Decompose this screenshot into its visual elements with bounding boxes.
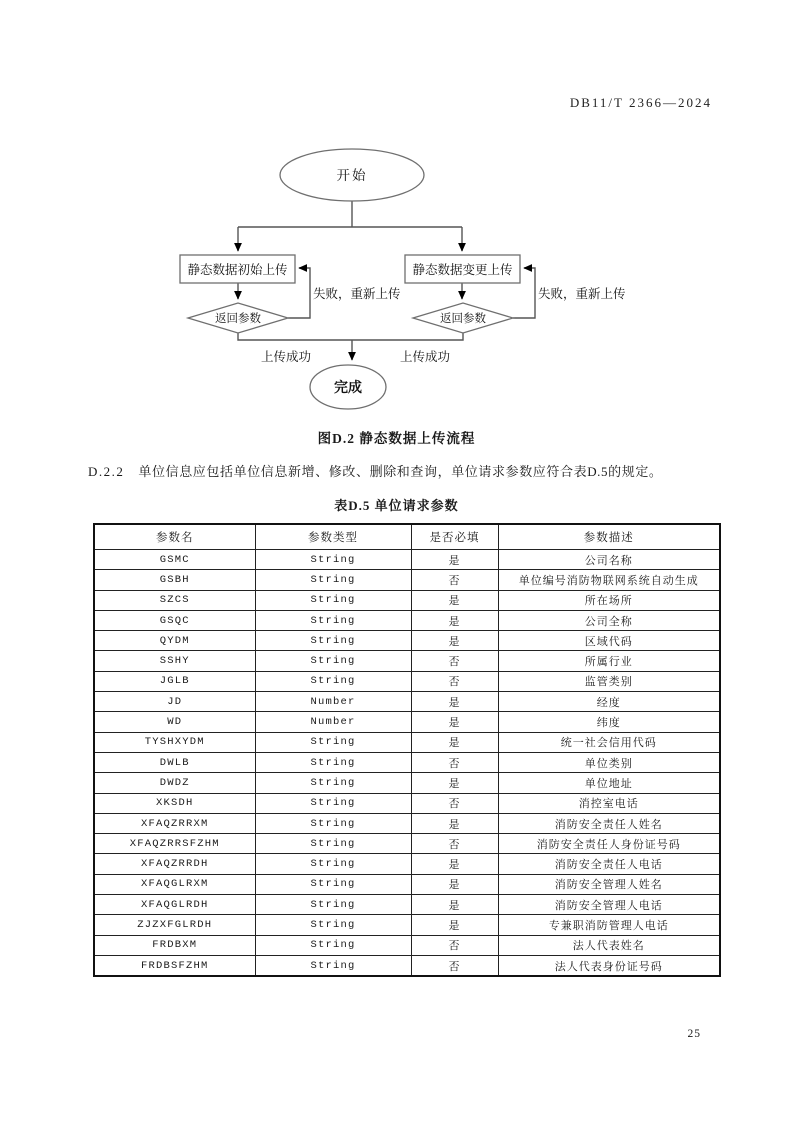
table-cell: String [255, 773, 411, 793]
upload-success-label-left: 上传成功 [260, 350, 312, 364]
table-cell: String [255, 813, 411, 833]
clause-text: 单位信息应包括单位信息新增、修改、删除和查询，单位请求参数应符合表D.5的规定。 [138, 464, 663, 479]
table-cell: 监管类别 [498, 671, 720, 691]
table-row [94, 692, 720, 712]
table-cell: 是 [411, 813, 498, 833]
table-cell: String [255, 752, 411, 772]
table-cell: String [255, 834, 411, 854]
table-cell: XFAQZRRSFZHM [94, 834, 255, 854]
table-row [94, 631, 720, 651]
table-row [94, 712, 720, 732]
table-row [94, 550, 720, 570]
table-row [94, 732, 720, 752]
table-cell: 是 [411, 874, 498, 894]
table-cell: 公司全称 [498, 610, 720, 630]
figure-caption: 图D.2 静态数据上传流程 [317, 431, 476, 446]
table-row [94, 813, 720, 833]
table-cell: String [255, 854, 411, 874]
start-label: 开始 [336, 168, 368, 183]
left-return-label: 返回参数 [215, 313, 261, 325]
table-cell: 单位编号消防物联网系统自动生成 [498, 570, 720, 590]
table-cell: DWLB [94, 752, 255, 772]
table-cell: 是 [411, 631, 498, 651]
table-row [94, 590, 720, 610]
table-row [94, 610, 720, 630]
table-cell: String [255, 671, 411, 691]
table-cell: 统一社会信用代码 [498, 732, 720, 752]
change-upload-label: 静态数据变更上传 [412, 263, 513, 277]
table-cell: 法人代表姓名 [498, 935, 720, 955]
initial-upload-label: 静态数据初始上传 [187, 263, 288, 277]
split-line [238, 201, 462, 227]
table-cell: JD [94, 692, 255, 712]
table-cell: 经度 [498, 692, 720, 712]
fail-retry-label-left: 失败，重新上传 [313, 287, 401, 301]
table-cell: 是 [411, 732, 498, 752]
table-header-cell: 参数类型 [255, 524, 411, 550]
table-header-row [94, 524, 720, 550]
table-cell: 专兼职消防管理人电话 [498, 915, 720, 935]
fail-retry-label-right: 失败，重新上传 [538, 287, 626, 301]
table-cell: 否 [411, 935, 498, 955]
table-cell: 否 [411, 651, 498, 671]
table-row [94, 955, 720, 976]
flow-connectors [238, 201, 535, 360]
table-cell: 否 [411, 671, 498, 691]
table-cell: String [255, 732, 411, 752]
table-cell: WD [94, 712, 255, 732]
table-cell: XFAQGLRDH [94, 895, 255, 915]
table-cell: String [255, 631, 411, 651]
table-cell: String [255, 915, 411, 935]
table-cell: 消防安全管理人姓名 [498, 874, 720, 894]
table-cell: ZJZXFGLRDH [94, 915, 255, 935]
table-cell: String [255, 793, 411, 813]
table-cell: JGLB [94, 671, 255, 691]
table-cell: String [255, 550, 411, 570]
table-cell: 是 [411, 590, 498, 610]
table-row [94, 915, 720, 935]
table-cell: 是 [411, 915, 498, 935]
table-cell: 消防安全责任人姓名 [498, 813, 720, 833]
left-retry-loop [288, 268, 310, 318]
table-cell: 区域代码 [498, 631, 720, 651]
table-cell: String [255, 955, 411, 976]
table-cell: TYSHXYDM [94, 732, 255, 752]
table-row [94, 935, 720, 955]
table-caption: 表D.5 单位请求参数 [334, 498, 459, 513]
table-cell: 是 [411, 550, 498, 570]
table-row [94, 570, 720, 590]
table-cell: String [255, 590, 411, 610]
table-row [94, 895, 720, 915]
table-cell: XFAQZRRXM [94, 813, 255, 833]
table-cell: 是 [411, 692, 498, 712]
table-cell: 消防安全管理人电话 [498, 895, 720, 915]
table-cell: FRDBSFZHM [94, 955, 255, 976]
table-cell: 公司名称 [498, 550, 720, 570]
table-cell: 是 [411, 773, 498, 793]
table-row [94, 874, 720, 894]
table-cell: DWDZ [94, 773, 255, 793]
right-retry-loop [513, 268, 535, 318]
table-cell: 否 [411, 793, 498, 813]
converge-line [238, 333, 463, 340]
table-cell: 消防安全责任人身份证号码 [498, 834, 720, 854]
table-cell: 消防安全责任人电话 [498, 854, 720, 874]
right-return-label: 返回参数 [440, 313, 486, 325]
table-row [94, 834, 720, 854]
table-cell: String [255, 651, 411, 671]
table-cell: Number [255, 712, 411, 732]
table-cell: FRDBXM [94, 935, 255, 955]
table-cell: String [255, 570, 411, 590]
table-row [94, 671, 720, 691]
table-cell: 单位地址 [498, 773, 720, 793]
table-cell: Number [255, 692, 411, 712]
table-cell: 否 [411, 834, 498, 854]
end-label: 完成 [334, 381, 362, 396]
static-data-upload-flowchart [0, 140, 793, 425]
table-cell: String [255, 935, 411, 955]
table-cell: String [255, 610, 411, 630]
table-header-cell: 是否必填 [411, 524, 498, 550]
table-cell: 法人代表身份证号码 [498, 955, 720, 976]
table-cell: 否 [411, 752, 498, 772]
table-cell: SZCS [94, 590, 255, 610]
table-cell: 单位类别 [498, 752, 720, 772]
table-cell: 纬度 [498, 712, 720, 732]
upload-success-label-right: 上传成功 [399, 350, 451, 364]
table-cell: 所属行业 [498, 651, 720, 671]
unit-request-params-table [93, 523, 721, 977]
table-cell: XKSDH [94, 793, 255, 813]
table-cell: SSHY [94, 651, 255, 671]
table-row [94, 752, 720, 772]
doc-number: DB11/T 2366—2024 [569, 95, 712, 110]
table-cell: 消控室电话 [498, 793, 720, 813]
table-cell: 是 [411, 854, 498, 874]
table-cell: GSQC [94, 610, 255, 630]
table-body [94, 550, 720, 977]
table-row [94, 854, 720, 874]
table-cell: 是 [411, 712, 498, 732]
table-cell: GSMC [94, 550, 255, 570]
table-cell: 所在场所 [498, 590, 720, 610]
table-header-cell: 参数名 [94, 524, 255, 550]
table-row [94, 793, 720, 813]
table-cell: 否 [411, 570, 498, 590]
table-cell: QYDM [94, 631, 255, 651]
table-cell: 是 [411, 610, 498, 630]
table-cell: XFAQGLRXM [94, 874, 255, 894]
table-cell: String [255, 895, 411, 915]
table-header-cell: 参数描述 [498, 524, 720, 550]
table-cell: GSBH [94, 570, 255, 590]
table-cell: XFAQZRRDH [94, 854, 255, 874]
table-cell: 否 [411, 955, 498, 976]
table-cell: 是 [411, 895, 498, 915]
page-number: 25 [687, 1028, 701, 1040]
table-row [94, 651, 720, 671]
clause-paragraph [88, 461, 733, 480]
table-cell: String [255, 874, 411, 894]
clause-number: D.2.2 [88, 464, 125, 479]
table-row [94, 773, 720, 793]
